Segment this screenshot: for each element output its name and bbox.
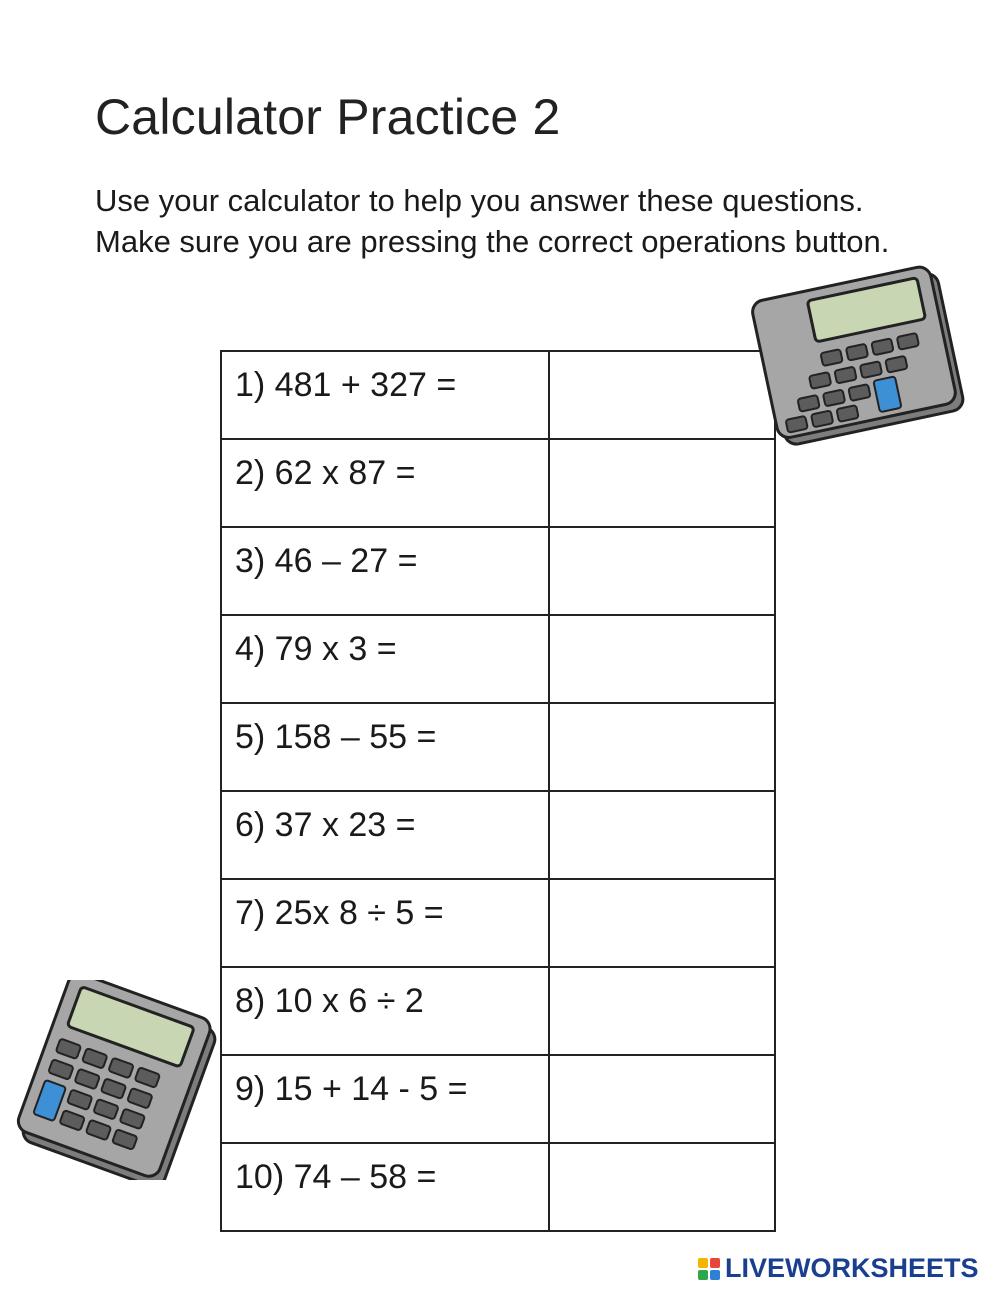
- instructions-text: Use your calculator to help you answer these questions. Make sure you are pressing the correct operations button.: [95, 183, 890, 259]
- question-row: [221, 439, 775, 527]
- question-row: [221, 879, 775, 967]
- liveworksheets-logo-icon: [697, 1257, 721, 1281]
- brand-text: LIVEWORKSHEETS: [725, 1253, 979, 1283]
- answer-input-8[interactable]: [550, 968, 774, 1054]
- questions-table: [220, 350, 776, 1232]
- answer-cell: [549, 791, 775, 879]
- answer-input-10[interactable]: [550, 1144, 774, 1230]
- question-text: 7) 25x 8 ÷ 5 =: [221, 879, 549, 967]
- question-row: [221, 967, 775, 1055]
- answer-input-1[interactable]: [550, 352, 774, 438]
- calculator-icon: [12, 980, 232, 1180]
- question-row: [221, 1143, 775, 1231]
- answer-input-5[interactable]: [550, 704, 774, 790]
- answer-input-9[interactable]: [550, 1056, 774, 1142]
- answer-cell: [549, 703, 775, 791]
- answer-cell: [549, 527, 775, 615]
- answer-cell: [549, 1055, 775, 1143]
- answer-cell: [549, 879, 775, 967]
- answer-input-2[interactable]: [550, 440, 774, 526]
- question-row: [221, 615, 775, 703]
- answer-input-4[interactable]: [550, 616, 774, 702]
- calculator-icon: [742, 262, 970, 452]
- question-text: 2) 62 x 87 =: [221, 439, 549, 527]
- question-row: [221, 791, 775, 879]
- question-text: 8) 10 x 6 ÷ 2: [221, 967, 549, 1055]
- question-text: 4) 79 x 3 =: [221, 615, 549, 703]
- question-text: 10) 74 – 58 =: [221, 1143, 549, 1231]
- question-row: [221, 1055, 775, 1143]
- answer-input-6[interactable]: [550, 792, 774, 878]
- question-text: 6) 37 x 23 =: [221, 791, 549, 879]
- answer-cell: [549, 967, 775, 1055]
- answer-cell: [549, 615, 775, 703]
- page-title: Calculator Practice 2: [95, 89, 561, 145]
- question-row: [221, 703, 775, 791]
- liveworksheets-brand: [697, 1253, 979, 1284]
- question-row: [221, 351, 775, 439]
- question-row: [221, 527, 775, 615]
- answer-input-7[interactable]: [550, 880, 774, 966]
- question-text: 5) 158 – 55 =: [221, 703, 549, 791]
- question-text: 9) 15 + 14 - 5 =: [221, 1055, 549, 1143]
- question-text: 1) 481 + 327 =: [221, 351, 549, 439]
- answer-cell: [549, 1143, 775, 1231]
- question-text: 3) 46 – 27 =: [221, 527, 549, 615]
- answer-cell: [549, 439, 775, 527]
- answer-input-3[interactable]: [550, 528, 774, 614]
